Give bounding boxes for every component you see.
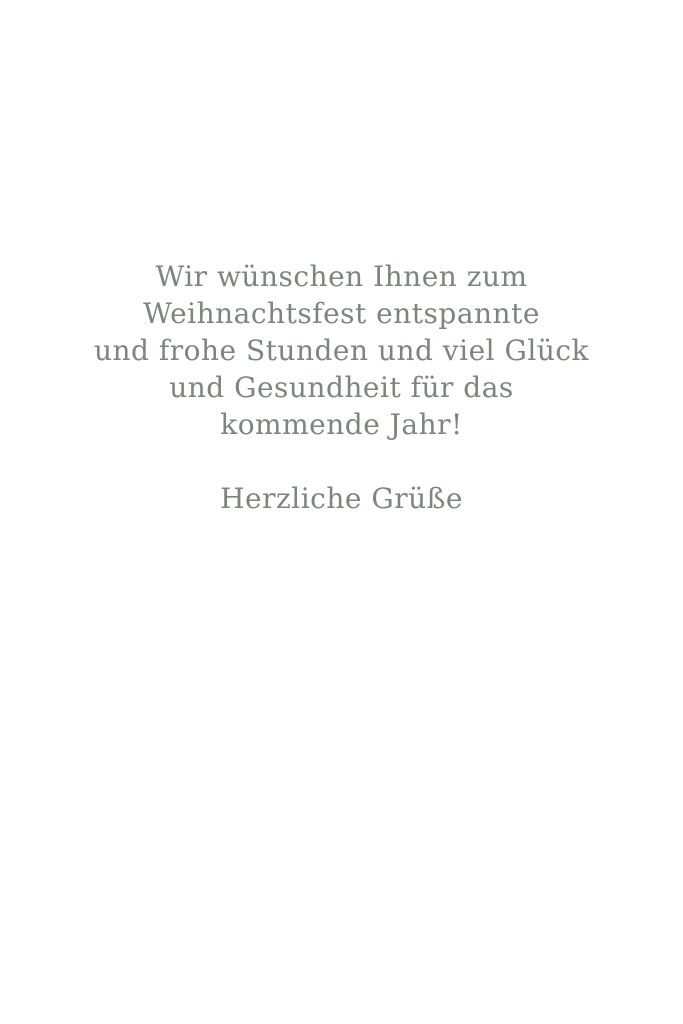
greeting-line: Weihnachtsfest entspannte: [143, 297, 540, 330]
greeting-line: Wir wünschen Ihnen zum: [155, 260, 528, 293]
blank-line-spacer: [0, 443, 683, 480]
greeting-line: kommende Jahr!: [220, 408, 463, 441]
greeting-line: und frohe Stunden und viel Glück: [93, 334, 590, 367]
signoff-line: Herzliche Grüße: [220, 482, 463, 515]
greeting-text-block: [0, 258, 683, 517]
greeting-line: und Gesundheit für das: [169, 371, 514, 404]
